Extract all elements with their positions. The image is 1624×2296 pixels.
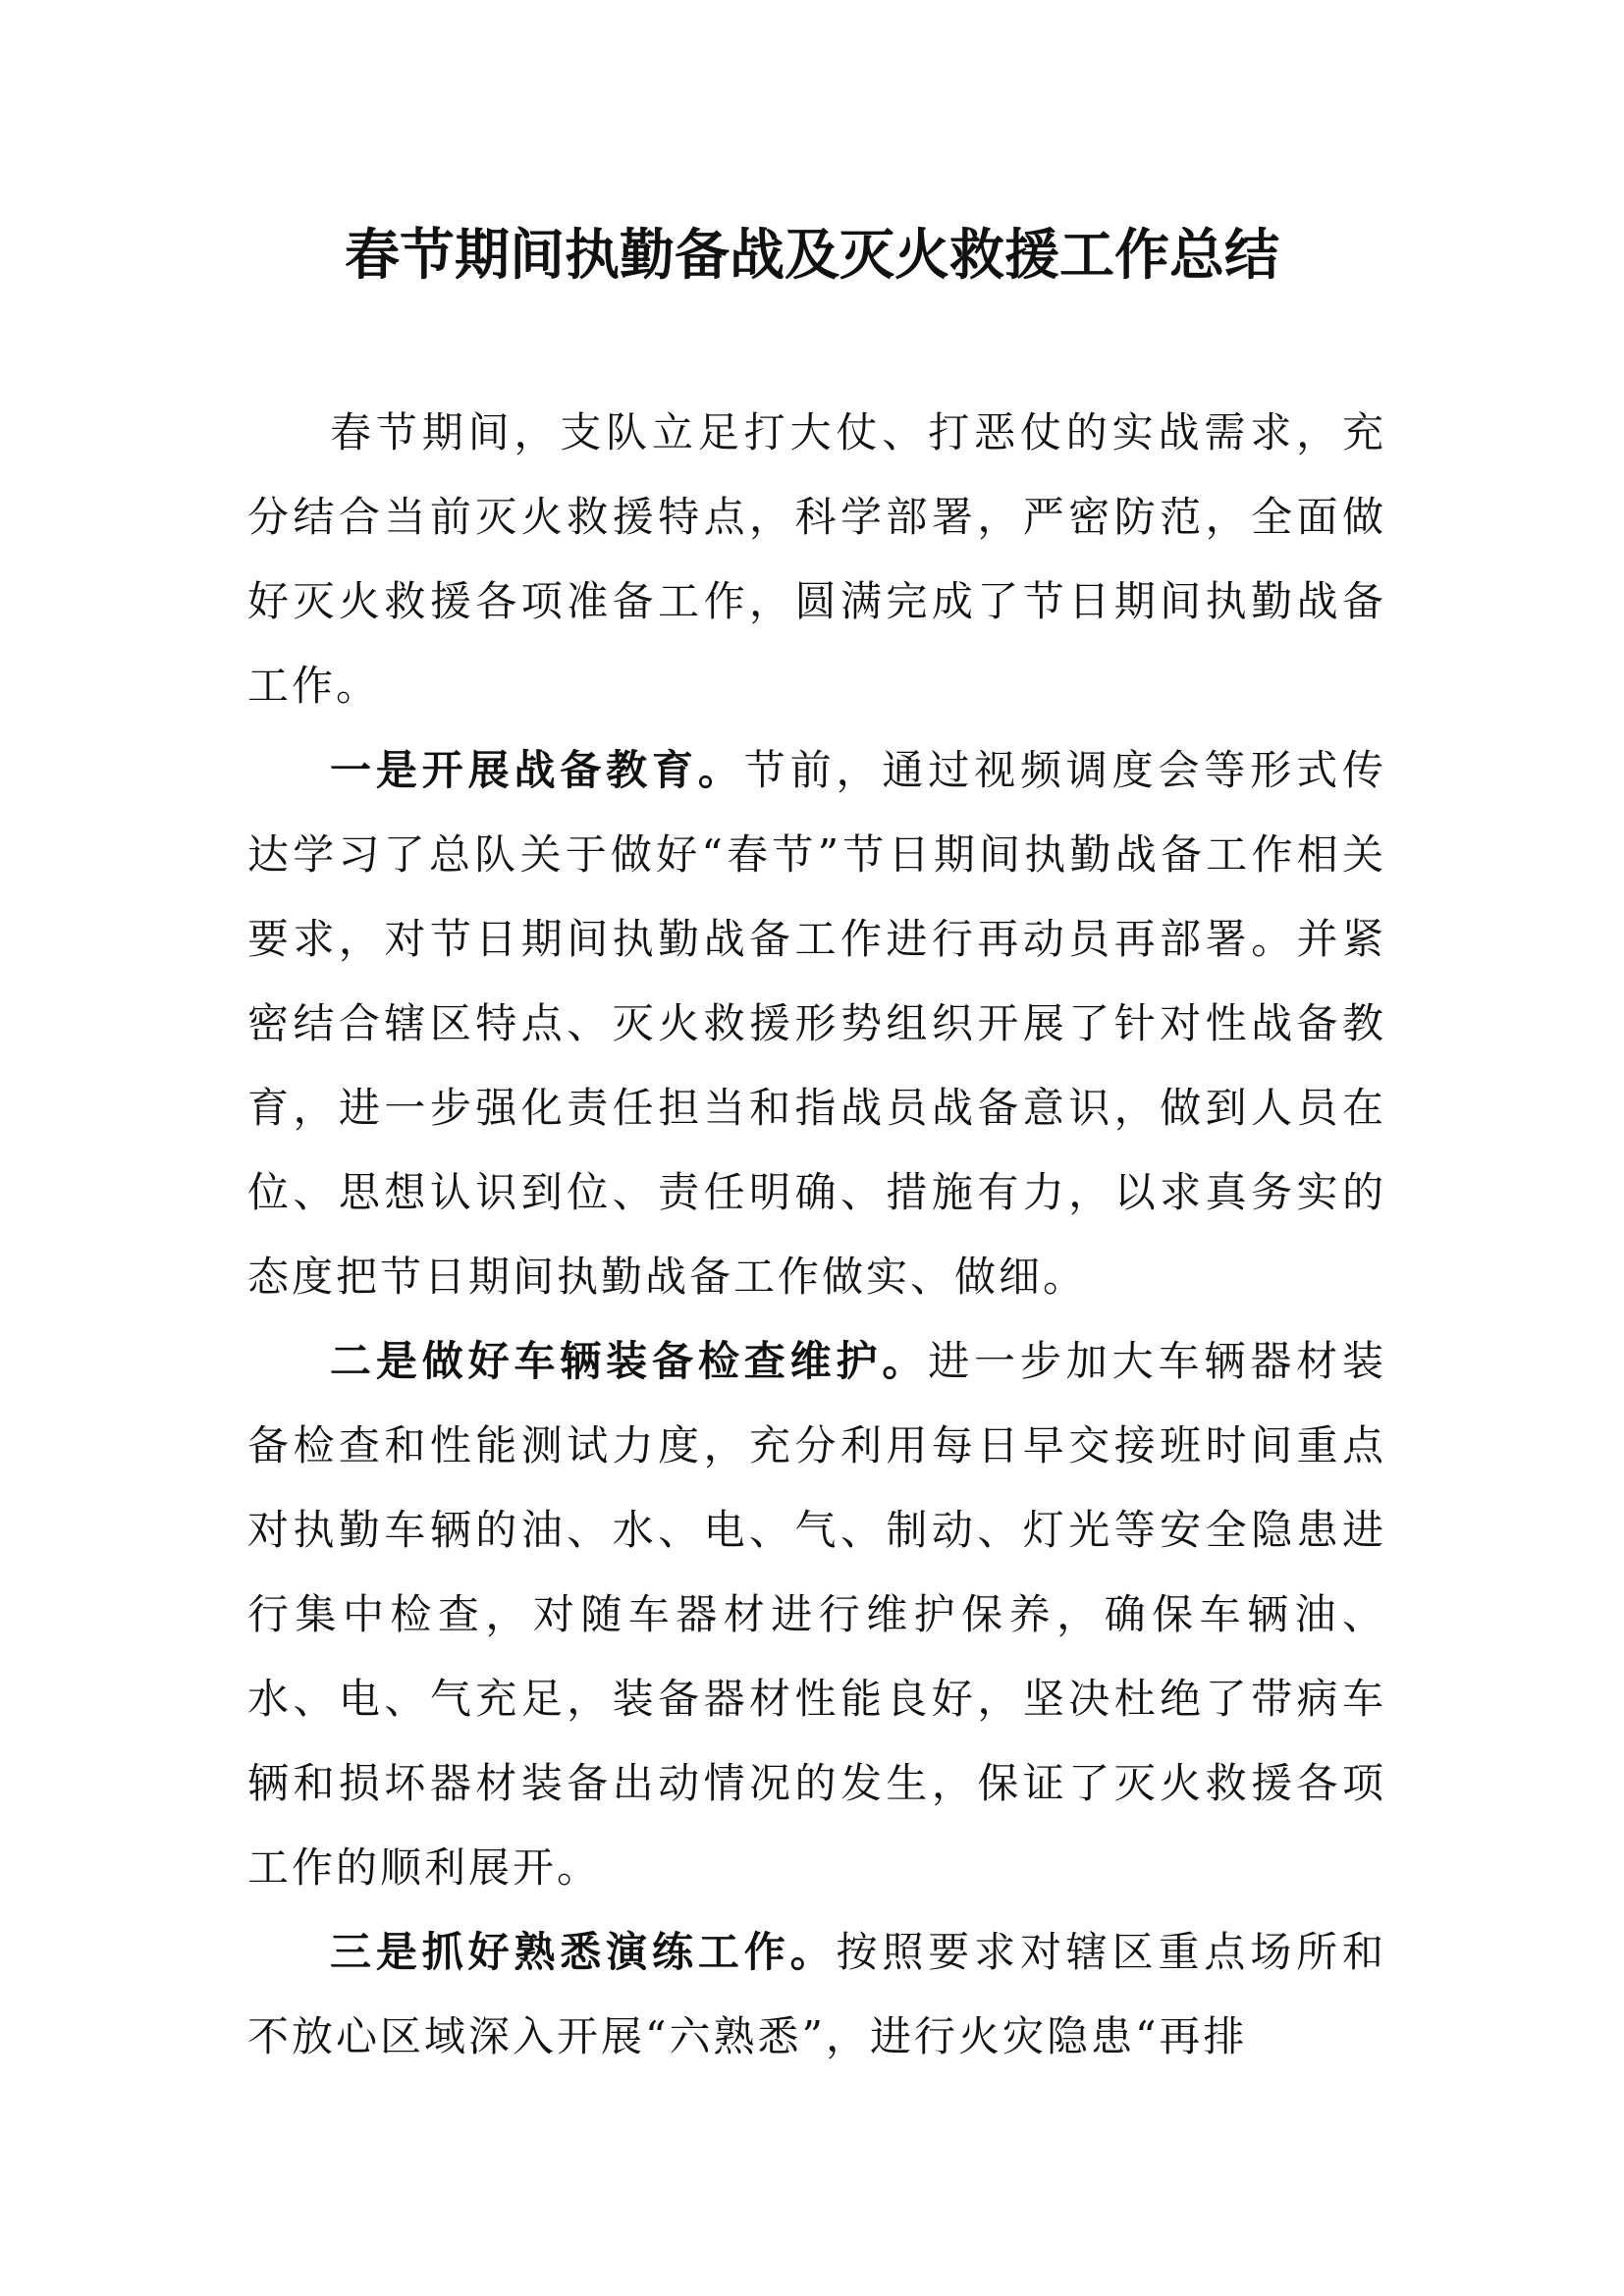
paragraph-lead-heading: 三是抓好熟悉演练工作。 bbox=[330, 1928, 837, 1976]
paragraph-body-text: 节前，通过视频调度会等形式传达学习了总队关于做好“春节”节日期间执勤战备工作相关要求，对节日期间执勤战备工作进行再动员再部署。并紧密结合辖区特点、灭火救援形势组织开展了针对性战备教育，进一步强化责任担当和指战员战备意识，做到人员在位、思想认识到位、责任明确、措施有力，以求真务实的态度把节日期间执勤战备工作做实、做细。 bbox=[247, 746, 1386, 1301]
paragraph-intro-text: 春节期间，支队立足打大仗、打恶仗的实战需求，充分结合当前灭火救援特点，科学部署，严密防范，全面做好灭火救援各项准备工作，圆满完成了节日期间执勤战备工作。 bbox=[247, 408, 1386, 710]
document-title: 春节期间执勤备战及灭火救援工作总结 bbox=[345, 223, 1279, 288]
document-body bbox=[247, 391, 1386, 2079]
paragraph-body-text: 按照要求对辖区重点场所和不放心区域深入开展“六熟悉”，进行火灾隐患“再排 bbox=[247, 1928, 1386, 2060]
paragraph-intro bbox=[247, 391, 1386, 728]
paragraph-vehicle-maintenance bbox=[247, 1319, 1386, 1910]
paragraph-combat-education bbox=[247, 728, 1386, 1319]
paragraph-lead-heading: 二是做好车辆装备检查维护。 bbox=[330, 1337, 929, 1385]
paragraph-body-text: 进一步加大车辆器材装备检查和性能测试力度，充分利用每日早交接班时间重点对执勤车辆的油、水、电、气、制动、灯光等安全隐患进行集中检查，对随车器材进行维护保养，确保车辆油、水、电、气充足，装备器材性能良好，坚决杜绝了带病车辆和损坏器材装备出动情况的发生，保证了灭火救援各项工作的顺利展开。 bbox=[247, 1337, 1386, 1892]
paragraph-drill-work bbox=[247, 1910, 1386, 2079]
paragraph-lead-heading: 一是开展战备教育。 bbox=[330, 746, 744, 794]
